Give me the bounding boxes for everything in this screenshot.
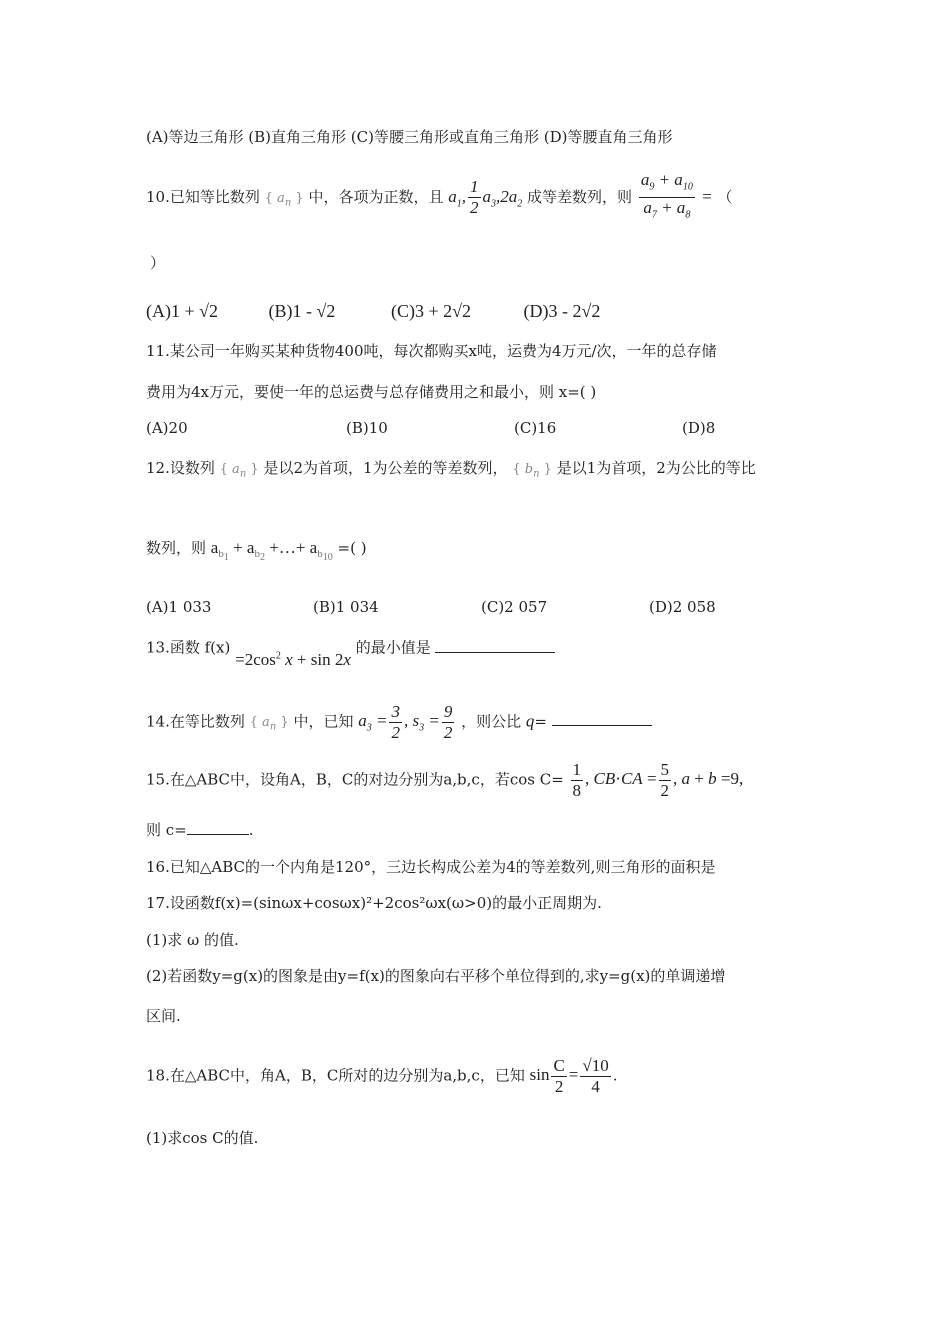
q10-prefix: 10.已知等比数列	[146, 187, 260, 206]
q15-line2-text: 则 c=	[146, 821, 187, 839]
q10-line	[146, 170, 732, 226]
q10-condition-tail: 成等差数列，则	[527, 187, 633, 206]
q18-prefix: 18.在△ABC中，角A，B，C所对的边分别为a,b,c，已知	[146, 1066, 525, 1085]
q10-paren-close: ）	[150, 254, 166, 272]
q13-suffix: 的最小值是	[355, 638, 431, 657]
q12-line2	[146, 538, 367, 569]
q10-option-c: (C)3 + 2√2	[391, 301, 472, 321]
q10-paren-open: （	[717, 187, 733, 206]
q14-prefix: 14.在等比数列	[146, 712, 245, 731]
q15-condition-math: $\frac{1}{8}$ , CB·CA = $\frac{5}{2}$ , a + b =9,	[572, 760, 744, 800]
q13-line	[146, 634, 555, 669]
q14-mid: 中，已知	[293, 712, 354, 731]
q17-line4: 区间.	[146, 1007, 181, 1025]
q11-line1: 11.某公司一年购买某种货物400吨，每次都购买x吨，运费为4万元/次，一年的总存储	[146, 342, 717, 360]
q11-option-a: (A)20	[146, 419, 188, 437]
q10-option-d: (D)3 - 2√2	[523, 301, 601, 321]
q17-line1: 17.设函数f(x)=(sinωx+cosωx)²+2cos²ωx(ω>0)的最小正周期为.	[146, 894, 602, 912]
q14-line	[146, 702, 652, 743]
q18-line2: (1)求cos C的值.	[146, 1129, 259, 1147]
q17-line2: (1)求 ω 的值.	[146, 931, 239, 949]
q14-seq: { $a_n$ }	[249, 715, 289, 733]
q11-option-c: (C)16	[514, 419, 557, 437]
q14-answer-blank	[552, 711, 652, 726]
q13-prefix: 13.函数 f(x)	[146, 638, 231, 657]
q10-seq: { $a_n$ }	[264, 190, 304, 209]
q11-option-d: (D)8	[682, 419, 716, 437]
q13-formula: $=2\cos^2$ x + sin 2x	[235, 649, 351, 669]
q10-options	[146, 301, 600, 321]
q18-line1	[146, 1056, 618, 1097]
q11-line2: 费用为4x万元，要使一年的总运费与总存储费用之和最小，则 x=( )	[146, 383, 597, 401]
q11-option-b: (B)10	[346, 419, 388, 437]
q10-option-a: (A)1 + √2	[146, 301, 219, 321]
q12-line2-prefix: 数列，则	[146, 539, 207, 557]
q15-line2-end: .	[248, 821, 254, 839]
q10-ratio-math: $\frac{a_9 + a_{10}}{a_7 + a_8}$ =	[640, 170, 713, 221]
q13-answer-blank	[435, 638, 555, 653]
q17-line3: (2)若函数y=g(x)的图象是由y=f(x)的图象向右平移个单位得到的,求y=g(x)的单调递增	[146, 967, 726, 985]
q12-option-d: (D)2 058	[649, 598, 716, 616]
q12-option-c: (C)2 057	[481, 598, 548, 616]
q12-option-b: (B)1 034	[313, 598, 379, 616]
q14-suffix: ，则公比	[461, 712, 522, 731]
q15-answer-blank	[187, 820, 249, 835]
q12-line1	[146, 458, 756, 485]
q12-mid1: 是以2为首项，1为公差的等差数列，	[263, 459, 508, 477]
q9-options: (A)等边三角形 (B)直角三角形 (C)等腰三角形或直角三角形 (D)等腰直角三角形	[146, 128, 673, 146]
q15-line1	[146, 760, 743, 801]
q10-middle: 中，各项为正数，且	[308, 187, 444, 206]
q14-eq: =	[534, 712, 547, 731]
q10-condition-math: $a_1$, $\frac{1}{2}$ $a_3,2a_2$	[448, 177, 523, 218]
q12-mid2: 是以1为首项，2为公比的等比	[556, 459, 756, 477]
q14-var: q	[525, 711, 535, 731]
q12-seq-a: { $a_n$ }	[219, 462, 259, 480]
q12-sum-math: $a_{b_1} + a_{b_2}$ +…+ $a_{b_{10}}$	[210, 538, 333, 564]
q16-text: 16.已知△ABC的一个内角是120°，三边长构成公差为4的等差数列,则三角形的面积是	[146, 858, 716, 876]
q14-given-math: $a_3$ = $\frac{3}{2}$ , $s_3$ = $\frac{9}{2}$	[358, 702, 453, 742]
q18-end: .	[612, 1066, 618, 1085]
q12-option-a: (A)1 033	[146, 598, 212, 616]
q10-option-b: (B)1 - √2	[268, 301, 336, 321]
q15-line2	[146, 820, 254, 840]
q12-prefix: 12.设数列	[146, 459, 215, 477]
q15-prefix: 15.在△ABC中，设角A，B，C的对边分别为a,b,c，若cos C=	[146, 770, 564, 789]
q18-formula: sin $\frac{C}{2}$ = $\frac{√10}{4}$	[529, 1056, 609, 1096]
q12-seq-b: { $b_n$ }	[512, 462, 552, 480]
q12-line2-suffix: =( )	[337, 539, 367, 557]
